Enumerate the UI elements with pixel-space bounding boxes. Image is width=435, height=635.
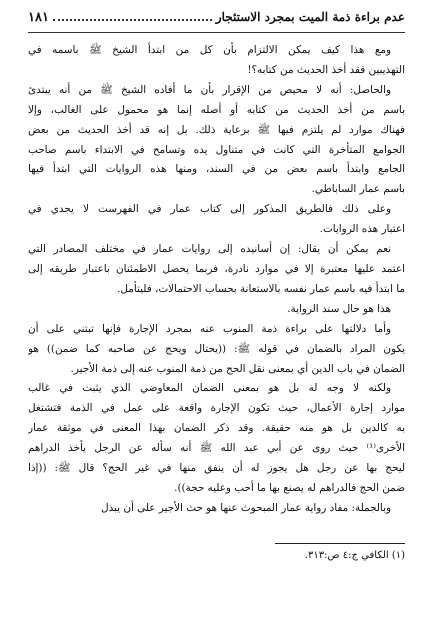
text-line: نعم يمكن أن يقال: إن أسانيده إلى روايات عمار في مختلف المصادر التي xyxy=(28,243,391,256)
text-line: يكون المراد بالضمان في قوله ﷺ: ((يحتال ويحج عن صاحبه كما ضمن)) هو xyxy=(28,342,405,355)
paragraph xyxy=(28,499,405,519)
text-line: اعتبار هذه الروايات. xyxy=(319,223,405,236)
text-line: ضمن الحج فالدراهم له يصنع بها ما أحب وعليه حجة)). xyxy=(174,481,405,494)
footnote: (١) الكافي ج:٤ ص:٣١٣. xyxy=(304,549,405,561)
text-line: فهناك موارد لم يلتزم فيها ﷺ برعاية ذلك. بل إنه قد أخذ الحديث من بعض xyxy=(28,123,405,136)
text-line: ولكنه لا وجه له بل هو بمعنى الضمان المعاوضي الذي يثبت في غالب xyxy=(28,382,391,395)
body-text xyxy=(28,41,405,519)
text-line: الجامع وابتدأ باسم بعض من في السند، ومنها هذه الروايات التي ابتدأ فيها xyxy=(28,163,405,176)
text-line: به كالدين بل هو منه حقيقة. وقد ذكر الضمان بهذا المعنى في موثقة عمار xyxy=(28,422,405,435)
running-header xyxy=(28,10,405,33)
text-line: باسم من أخذ الحديث من كتابه أو أصله إنما هو محمول على الغالب، وإلا xyxy=(28,103,405,116)
text-line: وأما دلالتها على براءة ذمة المنوب عنه بمجرد الإجارة فإنها تبتني على أن xyxy=(28,322,391,335)
text-line: التهذيبين فقد أخذ الحديث من كتابه؟! xyxy=(247,63,405,76)
paragraph xyxy=(28,240,405,300)
text-line: الأخرى⁽¹⁾ حيث روى عن أبي عبد الله ﷺ أنه سأله عن الرجل يأخذ الدراهم xyxy=(28,442,405,455)
text-line: ما ابتدأ فيه باسم عمار نفسه بالاستعانة بحساب الاحتمالات، فليتأمل. xyxy=(117,282,405,295)
text-line: موارد إجارة الأعمال، حيث تكون الإجارة واقعة على عمل في الذمة فتشتغل xyxy=(28,402,405,415)
text-line: باسم عمار الساباطي. xyxy=(311,183,405,196)
text-line: والحاصل: أنه لا محيص من الإقرار بأن ما أفاده الشيخ ﷺ من أنه يبتدئ xyxy=(28,83,391,96)
text-line: ليحج بها عن رجل هل يجوز له أن ينفق منها في غير الحج؟ قال ﷺ: ((إذا xyxy=(28,462,405,475)
paragraph xyxy=(28,300,405,320)
text-line: الضمان في باب الدين أي بمعنى نقل الحج من ذمة المنوب عنه إلى ذمة الأجير. xyxy=(70,362,405,375)
text-line: الجوامع المتأخرة التي كانت في متناول يده وتسامح في الابتداء باسم صاحب xyxy=(28,143,405,156)
paragraph xyxy=(28,320,405,380)
paragraph xyxy=(28,379,405,498)
header-dot-leader xyxy=(53,18,212,21)
page-number: ١٨١ xyxy=(28,10,49,25)
text-line: وعلى ذلك فالطريق المذكور إلى كتاب عمار في الفهرست لا يجدي في xyxy=(28,203,391,216)
footnote-separator xyxy=(275,543,405,544)
text-line: هذا هو حال سند الرواية. xyxy=(287,302,391,315)
paragraph xyxy=(28,200,405,240)
running-title: عدم براءة ذمة الميت بمجرد الاستئجار xyxy=(215,10,405,24)
paragraph xyxy=(28,41,405,81)
text-line: ومع هذا كيف يمكن الالتزام بأن كل من ابتدأ الشيخ ﷺ باسمه في xyxy=(28,44,391,56)
text-line: اعتمد عليها معتبرة إلا في موارد نادرة، فربما يحصل الاطمئنان باعتبار طريقه إلى xyxy=(28,262,405,275)
paragraph xyxy=(28,81,405,200)
text-line: وبالجملة: مفاد رواية عمار المبحوث عنها هو حث الأجير على أن يبذل xyxy=(101,501,391,514)
